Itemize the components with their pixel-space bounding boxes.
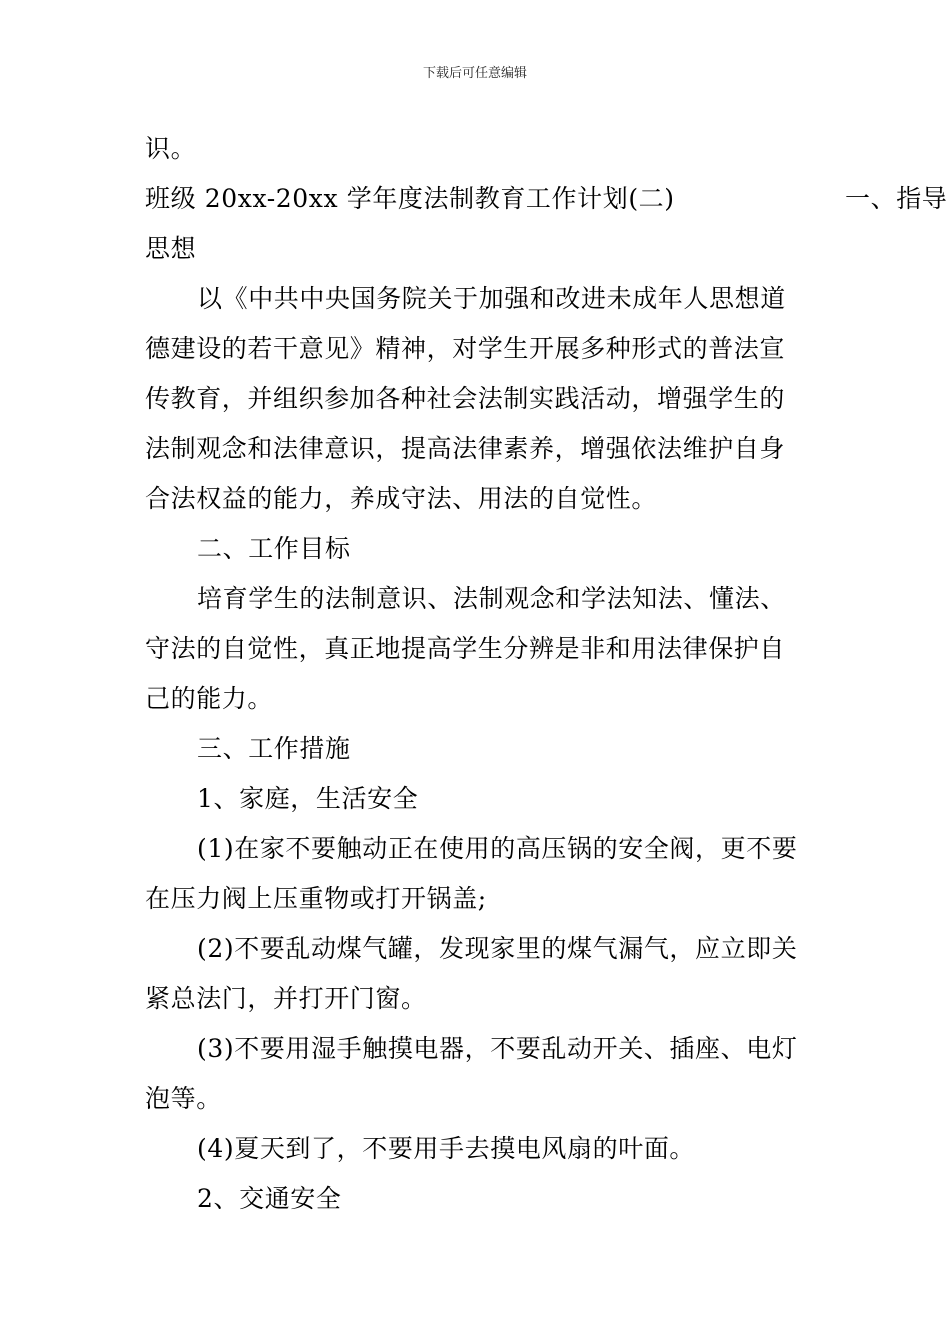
paragraph-line: 合法权益的能力，养成守法、用法的自觉性。 xyxy=(145,484,658,513)
text-line: 识。 xyxy=(145,134,197,163)
paragraph-line: 培育学生的法制意识、法制观念和学法知法、懂法、 xyxy=(197,584,786,613)
document-title-line xyxy=(145,182,948,216)
paragraph-line: 传教育，并组织参加各种社会法制实践活动，增强学生的 xyxy=(145,384,786,413)
paragraph-line: 己的能力。 xyxy=(145,684,274,713)
paragraph-line: 德建设的若干意见》精神，对学生开展多种形式的普法宣 xyxy=(145,334,786,363)
section-heading-1-start: 一、指导 xyxy=(845,184,948,213)
list-item-1: (1)在家不要触动正在使用的高压锅的安全阀，更不要 xyxy=(197,834,798,863)
paragraph-line: 以《中共中央国务院关于加强和改进未成年人思想道 xyxy=(197,284,786,313)
paragraph-line: 法制观念和法律意识，提高法律素养，增强依法维护自身 xyxy=(145,434,786,463)
section-heading-3: 三、工作措施 xyxy=(197,734,351,763)
list-item-1-cont: 在压力阀上压重物或打开锅盖; xyxy=(145,884,487,913)
subsection-heading-2: 2、交通安全 xyxy=(197,1184,342,1213)
document-title: 班级 20xx-20xx 学年度法制教育工作计划(二) xyxy=(145,184,675,213)
subsection-heading-1: 1、家庭，生活安全 xyxy=(197,784,419,813)
paragraph-line: 守法的自觉性，真正地提高学生分辨是非和用法律保护自 xyxy=(145,634,786,663)
list-item-3: (3)不要用湿手触摸电器，不要乱动开关、插座、电灯 xyxy=(197,1034,798,1063)
list-item-4: (4)夏天到了，不要用手去摸电风扇的叶面。 xyxy=(197,1134,696,1163)
section-heading-2: 二、工作目标 xyxy=(197,534,351,563)
list-item-2: (2)不要乱动煤气罐，发现家里的煤气漏气，应立即关 xyxy=(197,934,798,963)
page-header: 下载后可任意编辑 xyxy=(422,66,527,81)
section-heading-1-end: 思想 xyxy=(145,234,197,263)
list-item-2-cont: 紧总法门，并打开门窗。 xyxy=(145,984,427,1013)
list-item-3-cont: 泡等。 xyxy=(145,1084,222,1113)
